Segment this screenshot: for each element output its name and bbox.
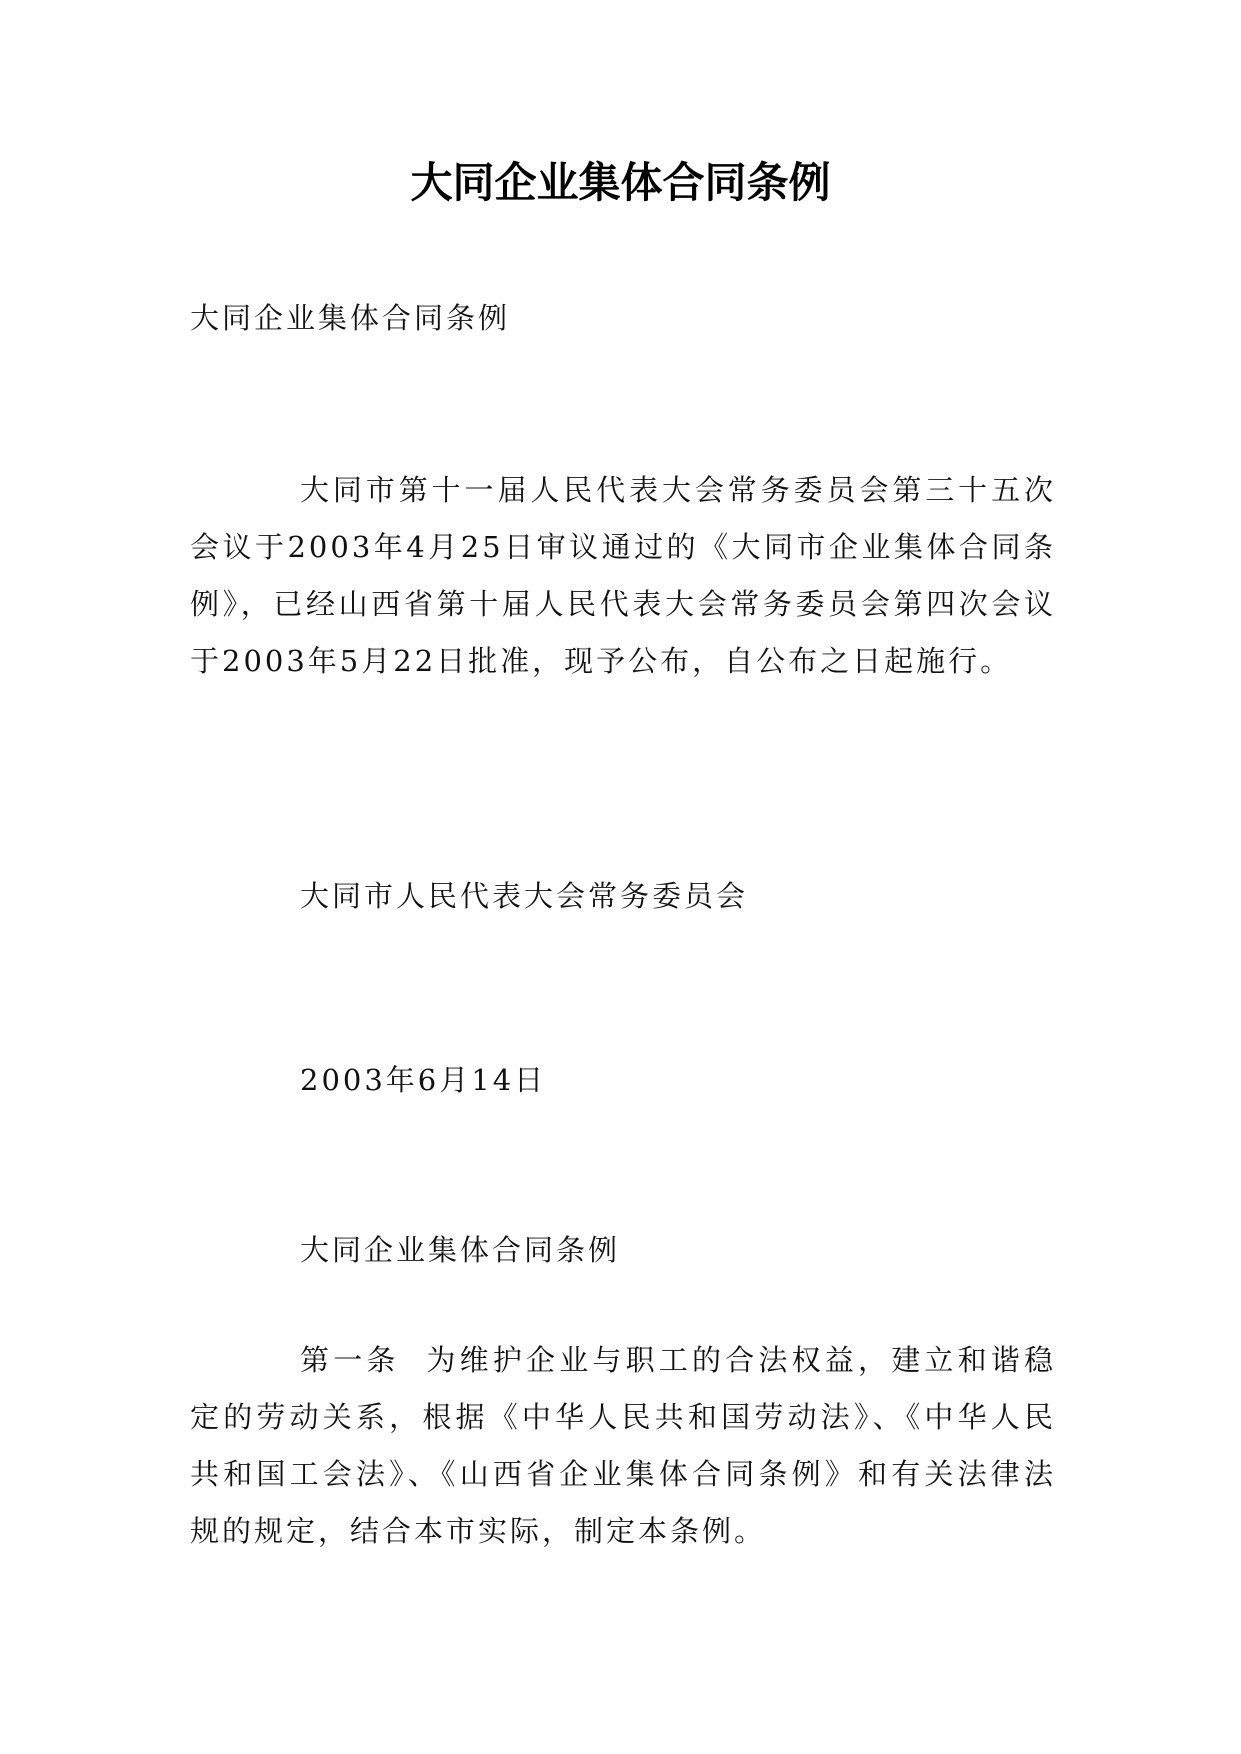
announcement-paragraph: 大同市第十一届人民代表大会常务委员会第三十五次会议于2003年4月25日审议通过的《大同市企业集体合同条例》，已经山西省第十届人民代表大会常务委员会第四次会议于2003年5月22日批准，现予公布，自公布之日起施行。 xyxy=(190,473,1056,678)
document-title: 大同企业集体合同条例 xyxy=(410,158,831,207)
date-line: 2003年6月14日 xyxy=(300,1063,547,1097)
document-subtitle: 大同企业集体合同条例 xyxy=(190,301,511,335)
law-title: 大同企业集体合同条例 xyxy=(300,1233,621,1267)
signer-line: 大同市人民代表大会常务委员会 xyxy=(300,879,749,913)
article-1-paragraph: 第一条 为维护企业与职工的合法权益，建立和谐稳定的劳动关系，根据《中华人民共和国劳动法》、《中华人民共和国工会法》、《山西省企业集体合同条例》和有关法律法规的规定，结合本市实际，制定本条例。 xyxy=(190,1343,1056,1548)
